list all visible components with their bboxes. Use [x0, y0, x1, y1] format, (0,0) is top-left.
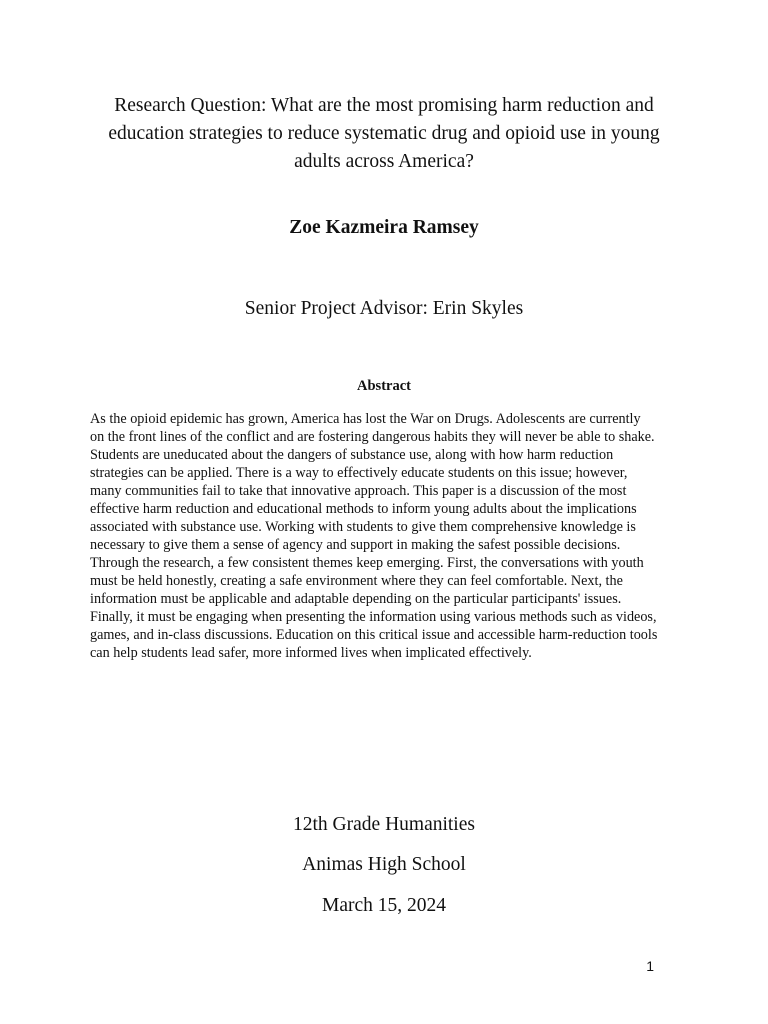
grade-line: 12th Grade Humanities: [293, 814, 475, 835]
author-name: Zoe Kazmeira Ramsey: [289, 217, 479, 238]
page-number: 1: [646, 958, 654, 974]
submission-date: March 15, 2024: [321, 895, 447, 916]
school-name: Animas High School: [302, 854, 466, 875]
abstract-text: As the opioid epidemic has grown, America has lost the War on Drugs. Adolescents are currently on the front lines of the conflict and are fostering dangerous habits they will never be able to shake. Students are uneducated about the dangers of substance use, along with how harm reduction strategies can be applied. There is a way to effectively educate students on this issue; however, many communities fail to take that innovative approach. This paper is a discussion of the most effective harm reduction and educational methods to inform young adults about the implications associated with substance use. Working with students to give them comprehensive knowledge is necessary to give them a sense of agency and support in making the safest possible decisions. Through the research, a few consistent themes keep emerging. First, the conversations with youth must be held honestly, creating a safe environment where they can feel comfortable. Next, the information must be applicable and adaptable depending on the particular participants' issues. Finally, it must be engaging when presenting the information using various methods such as videos, games, and in-class discussions. Education on this critical issue and accessible harm-reduction tools can help students lead safer, more informed lives when implicated effectively.: [90, 411, 658, 661]
research-question: Research Question: What are the most promising harm reduction and education strategies to reduce systematic drug and opioid use in young adults across America?: [108, 95, 660, 172]
advisor-line: Senior Project Advisor: Erin Skyles: [244, 298, 524, 319]
abstract-heading: Abstract: [357, 378, 411, 394]
